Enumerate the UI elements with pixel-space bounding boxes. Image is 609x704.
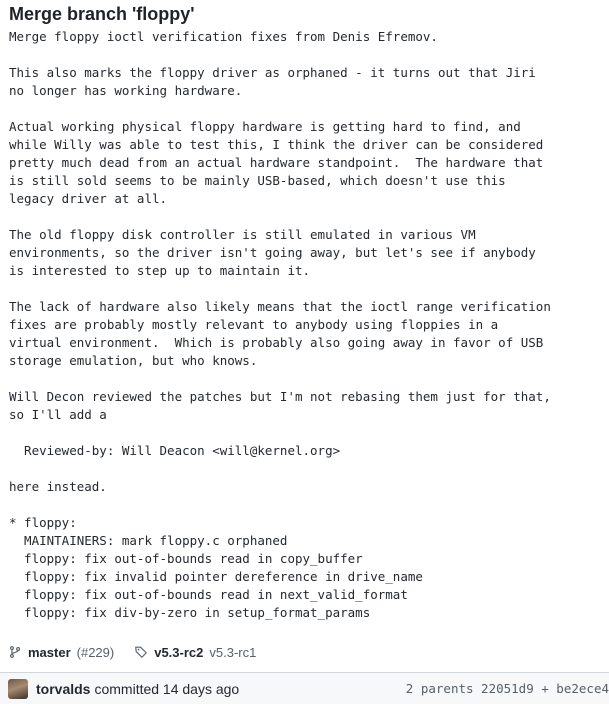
message-line: Will Decon reviewed the patches but I'm not rebasing them just for that, — [9, 389, 551, 404]
message-line: storage emulation, but who knows. — [9, 353, 258, 368]
message-line: The lack of hardware also likely means that the ioctl range verification — [9, 299, 551, 314]
message-line: This also marks the floppy driver as orphaned - it turns out that Jiri — [9, 65, 536, 80]
message-line: Reviewed-by: Will Deacon <will@kernel.org> — [9, 443, 341, 458]
avatar[interactable] — [8, 679, 28, 699]
message-line: Merge floppy ioctl verification fixes from Denis Efremov. — [9, 29, 438, 44]
tag-icon — [134, 645, 148, 659]
message-line: so I'll add a — [9, 407, 107, 422]
message-line: no longer has working hardware. — [9, 83, 243, 98]
author-link[interactable]: torvalds — [36, 680, 91, 697]
git-branch-icon — [8, 645, 22, 659]
commit-time: committed 14 days ago — [94, 680, 240, 697]
message-line: is interested to step up to maintain it. — [9, 263, 311, 278]
message-line: floppy: fix out-of-bounds read in next_valid_format — [9, 587, 408, 602]
message-line: legacy driver at all. — [9, 191, 168, 206]
committer-bar — [0, 672, 609, 704]
message-line: The old floppy disk controller is still emulated in various VM — [9, 227, 476, 242]
message-line: MAINTAINERS: mark floppy.c orphaned — [9, 533, 288, 548]
tag-link-primary[interactable]: v5.3-rc2 — [154, 644, 204, 660]
message-line: is still sold seems to be mainly USB-based, which doesn't use this — [9, 173, 506, 188]
message-line: here instead. — [9, 479, 107, 494]
message-line: Actual working physical floppy hardware is getting hard to find, and — [9, 119, 521, 134]
message-line: fixes are probably mostly relevant to anybody using floppies in a — [9, 317, 499, 332]
message-line: virtual environment. Which is probably also going away in favor of USB — [9, 335, 544, 350]
tag-link-secondary[interactable]: v5.3-rc1 — [209, 644, 257, 660]
branch-tag-bar — [0, 638, 609, 666]
message-line: floppy: fix invalid pointer dereference in drive_name — [9, 569, 423, 584]
message-line: pretty much dead from an actual hardware standpoint. The hardware that — [9, 155, 544, 170]
message-line: environments, so the driver isn't going away, but let's see if anybody — [9, 245, 536, 260]
pull-request-link[interactable]: (#229) — [76, 644, 115, 660]
message-line: * floppy: — [9, 515, 77, 530]
parents-info[interactable]: 2 parents 22051d9 + be2ece4 — [405, 681, 609, 696]
branch-link[interactable]: master — [28, 644, 71, 660]
commit-message — [9, 28, 599, 622]
commit-title: Merge branch 'floppy' — [9, 4, 195, 24]
message-line: floppy: fix out-of-bounds read in copy_buffer — [9, 551, 363, 566]
message-line: floppy: fix div-by-zero in setup_format_params — [9, 605, 371, 620]
message-line: while Willy was able to test this, I think the driver can be considered — [9, 137, 544, 152]
